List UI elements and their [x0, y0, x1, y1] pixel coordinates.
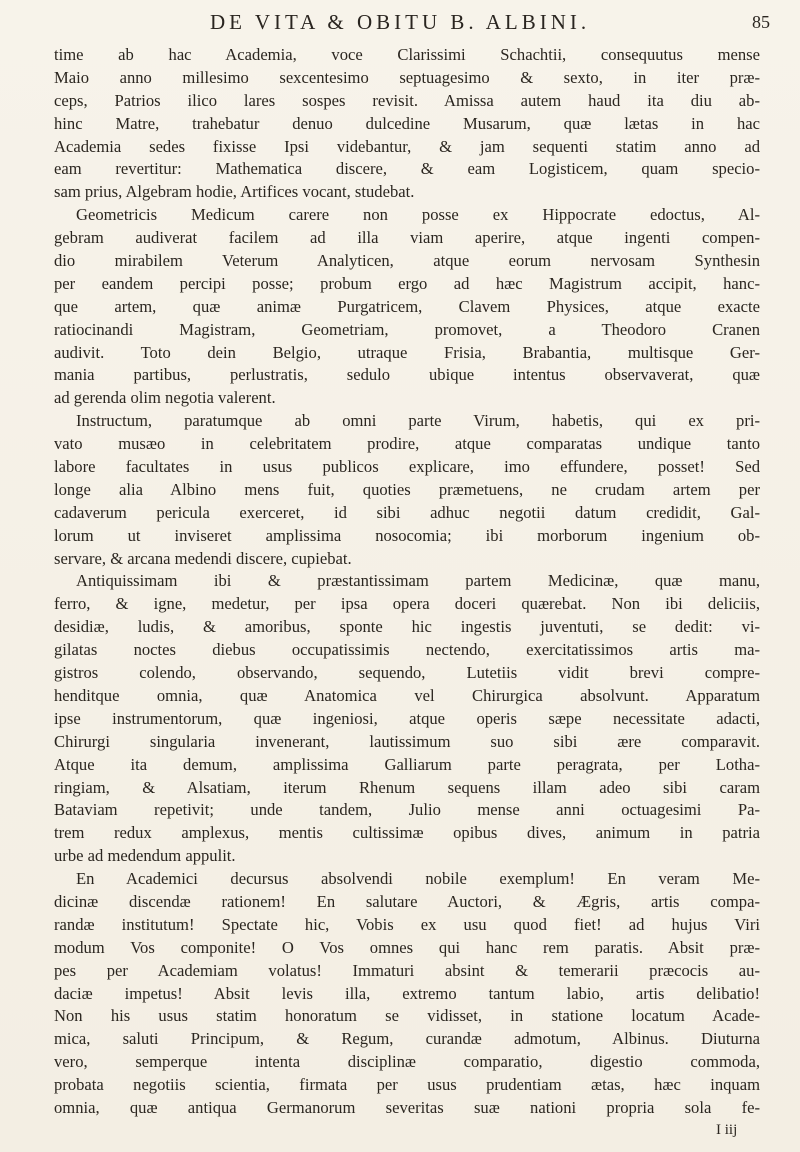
text-line: Academia sedes fixisse Ipsi videbantur, & jam sequenti statim anno ad — [54, 136, 760, 156]
text-line: mania partibus, perlustratis, sedulo ubique intentus observaverat, quæ — [54, 365, 760, 385]
text-line: Instructum, paratumque ab omni parte Virum, habetis, qui ex pri- — [76, 411, 760, 431]
text-line: Atque ita demum, amplissima Galliarum parte peragrata, per Lotha- — [54, 754, 760, 774]
text-line: pes per Academiam volatus! Immaturi absint & temerarii præcocis au- — [54, 960, 760, 980]
text-line: ratiocinandi Magistram, Geometriam, promovet, a Theodoro Cranen — [54, 319, 760, 339]
text-line: lorum ut inviseret amplissima nosocomia; ibi morborum ingenium ob- — [54, 525, 760, 545]
text-line: En Academici decursus absolvendi nobile exemplum! En veram Me- — [76, 869, 760, 889]
text-line: henditque omnia, quæ Anatomica vel Chirurgica absolvunt. Apparatum — [54, 685, 760, 705]
text-line: trem redux amplexus, mentis cultissimæ opibus dives, animum in patria — [54, 823, 760, 843]
text-line: ceps, Patrios ilico lares sospes revisit. Amissa autem haud ita diu ab- — [54, 90, 760, 110]
text-line: cadaverum pericula exerceret, id sibi adhuc negotii datum credidit, Gal- — [54, 502, 760, 522]
text-line: vero, semperque intenta disciplinæ comparatio, digestio commoda, — [54, 1052, 760, 1072]
text-line: daciæ impetus! Absit levis illa, extremo tantum labio, artis delibatio! — [54, 983, 760, 1003]
text-line: Antiquissimam ibi & præstantissimam partem Medicinæ, quæ manu, — [76, 571, 760, 591]
text-line: time ab hac Academia, voce Clarissimi Schachtii, consequutus mense — [54, 45, 760, 64]
text-line: servare, & arcana medendi discere, cupiebat. — [54, 548, 352, 568]
text-line: vato musæo in celebritatem prodire, atque comparatas undique tanto — [54, 434, 760, 454]
text-line: audivit. Toto dein Belgio, utraque Frisia, Brabantia, multisque Ger- — [54, 342, 760, 362]
text-line: hinc Matre, trahebatur denuo dulcedine Musarum, quæ lætas in hac — [54, 113, 760, 133]
text-line: ringiam, & Alsatiam, iterum Rhenum sequens illam adeo sibi caram — [54, 777, 760, 797]
text-line: ipse instrumentorum, quæ ingeniosi, atque operis sæpe necessitate adacti, — [54, 708, 760, 728]
text-line: dicinæ discendæ rationem! En salutare Auctori, & Ægris, artis compa- — [54, 891, 760, 911]
text-line: Non his usus statim honoratum se vidisset, in statione locatum Acade- — [54, 1006, 760, 1026]
text-line: desidiæ, ludis, & amoribus, sponte hic ingestis juventuti, se dedit: vi- — [54, 617, 760, 637]
text-line: gistros colendo, observando, sequendo, Lutetiis vidit brevi compre- — [54, 663, 760, 683]
text-line: randæ institutum! Spectate hic, Vobis ex usu quod fiet! ad hujus Viri — [54, 914, 760, 934]
text-line: gilatas noctes diebus occupatissimis nectendo, exercitatissimos artis ma- — [54, 640, 760, 660]
text-line: que artem, quæ animæ Purgatricem, Clavem Physices, atque exacte — [54, 296, 760, 316]
text-line: gebram audiverat facilem ad illa viam aperire, atque ingenti compen- — [54, 228, 760, 248]
text-line: eam revertitur: Mathematica discere, & eam Logisticem, quam specio- — [54, 159, 760, 179]
text-line: per eandem percipi posse; probum ergo ad hæc Magistrum accipit, hanc- — [54, 273, 760, 293]
text-line: labore facultates in usus publicos explicare, imo effundere, posset! Sed — [54, 457, 760, 477]
page-number: 85 — [752, 12, 770, 32]
text-line: modum Vos componite! O Vos omnes qui hanc rem paratis. Absit præ- — [54, 937, 760, 957]
text-line: mica, saluti Principum, & Regum, curandæ admotum, Albinus. Diuturna — [54, 1029, 760, 1049]
text-line: Maio anno millesimo sexcentesimo septuagesimo & sexto, in iter præ- — [54, 67, 760, 87]
body-text — [54, 44, 760, 1120]
text-line: omnia, quæ antiqua Germanorum severitas suæ nationi propria sola fe- — [54, 1097, 760, 1117]
text-line: ad gerenda olim negotia valerent. — [54, 388, 276, 408]
text-line: sam prius, Algebram hodie, Artifices vocant, studebat. — [54, 182, 415, 202]
signature-mark: I iij — [716, 1122, 738, 1138]
text-line: Bataviam repetivit; unde tandem, Julio mense anni octuagesimi Pa- — [54, 800, 760, 820]
text-line: urbe ad medendum appulit. — [54, 846, 236, 866]
text-line: longe alia Albino mens fuit, quoties præmetuens, ne crudam artem per — [54, 479, 760, 499]
text-line: probata negotiis scientia, firmata per usus prudentiam ætas, hæc inquam — [54, 1075, 760, 1095]
text-line: dio mirabilem Veterum Analyticen, atque eorum nervosam Synthesin — [54, 251, 760, 271]
text-line: Chirurgi singularia invenerant, lautissimum suo sibi ære comparavit. — [54, 731, 760, 751]
running-title: DE VITA & OBITU B. ALBINI. — [210, 10, 591, 34]
text-line: Geometricis Medicum carere non posse ex Hippocrate edoctus, Al- — [76, 205, 760, 225]
text-line: ferro, & igne, medetur, per ipsa opera doceri quærebat. Non ibi deliciis, — [54, 594, 760, 614]
